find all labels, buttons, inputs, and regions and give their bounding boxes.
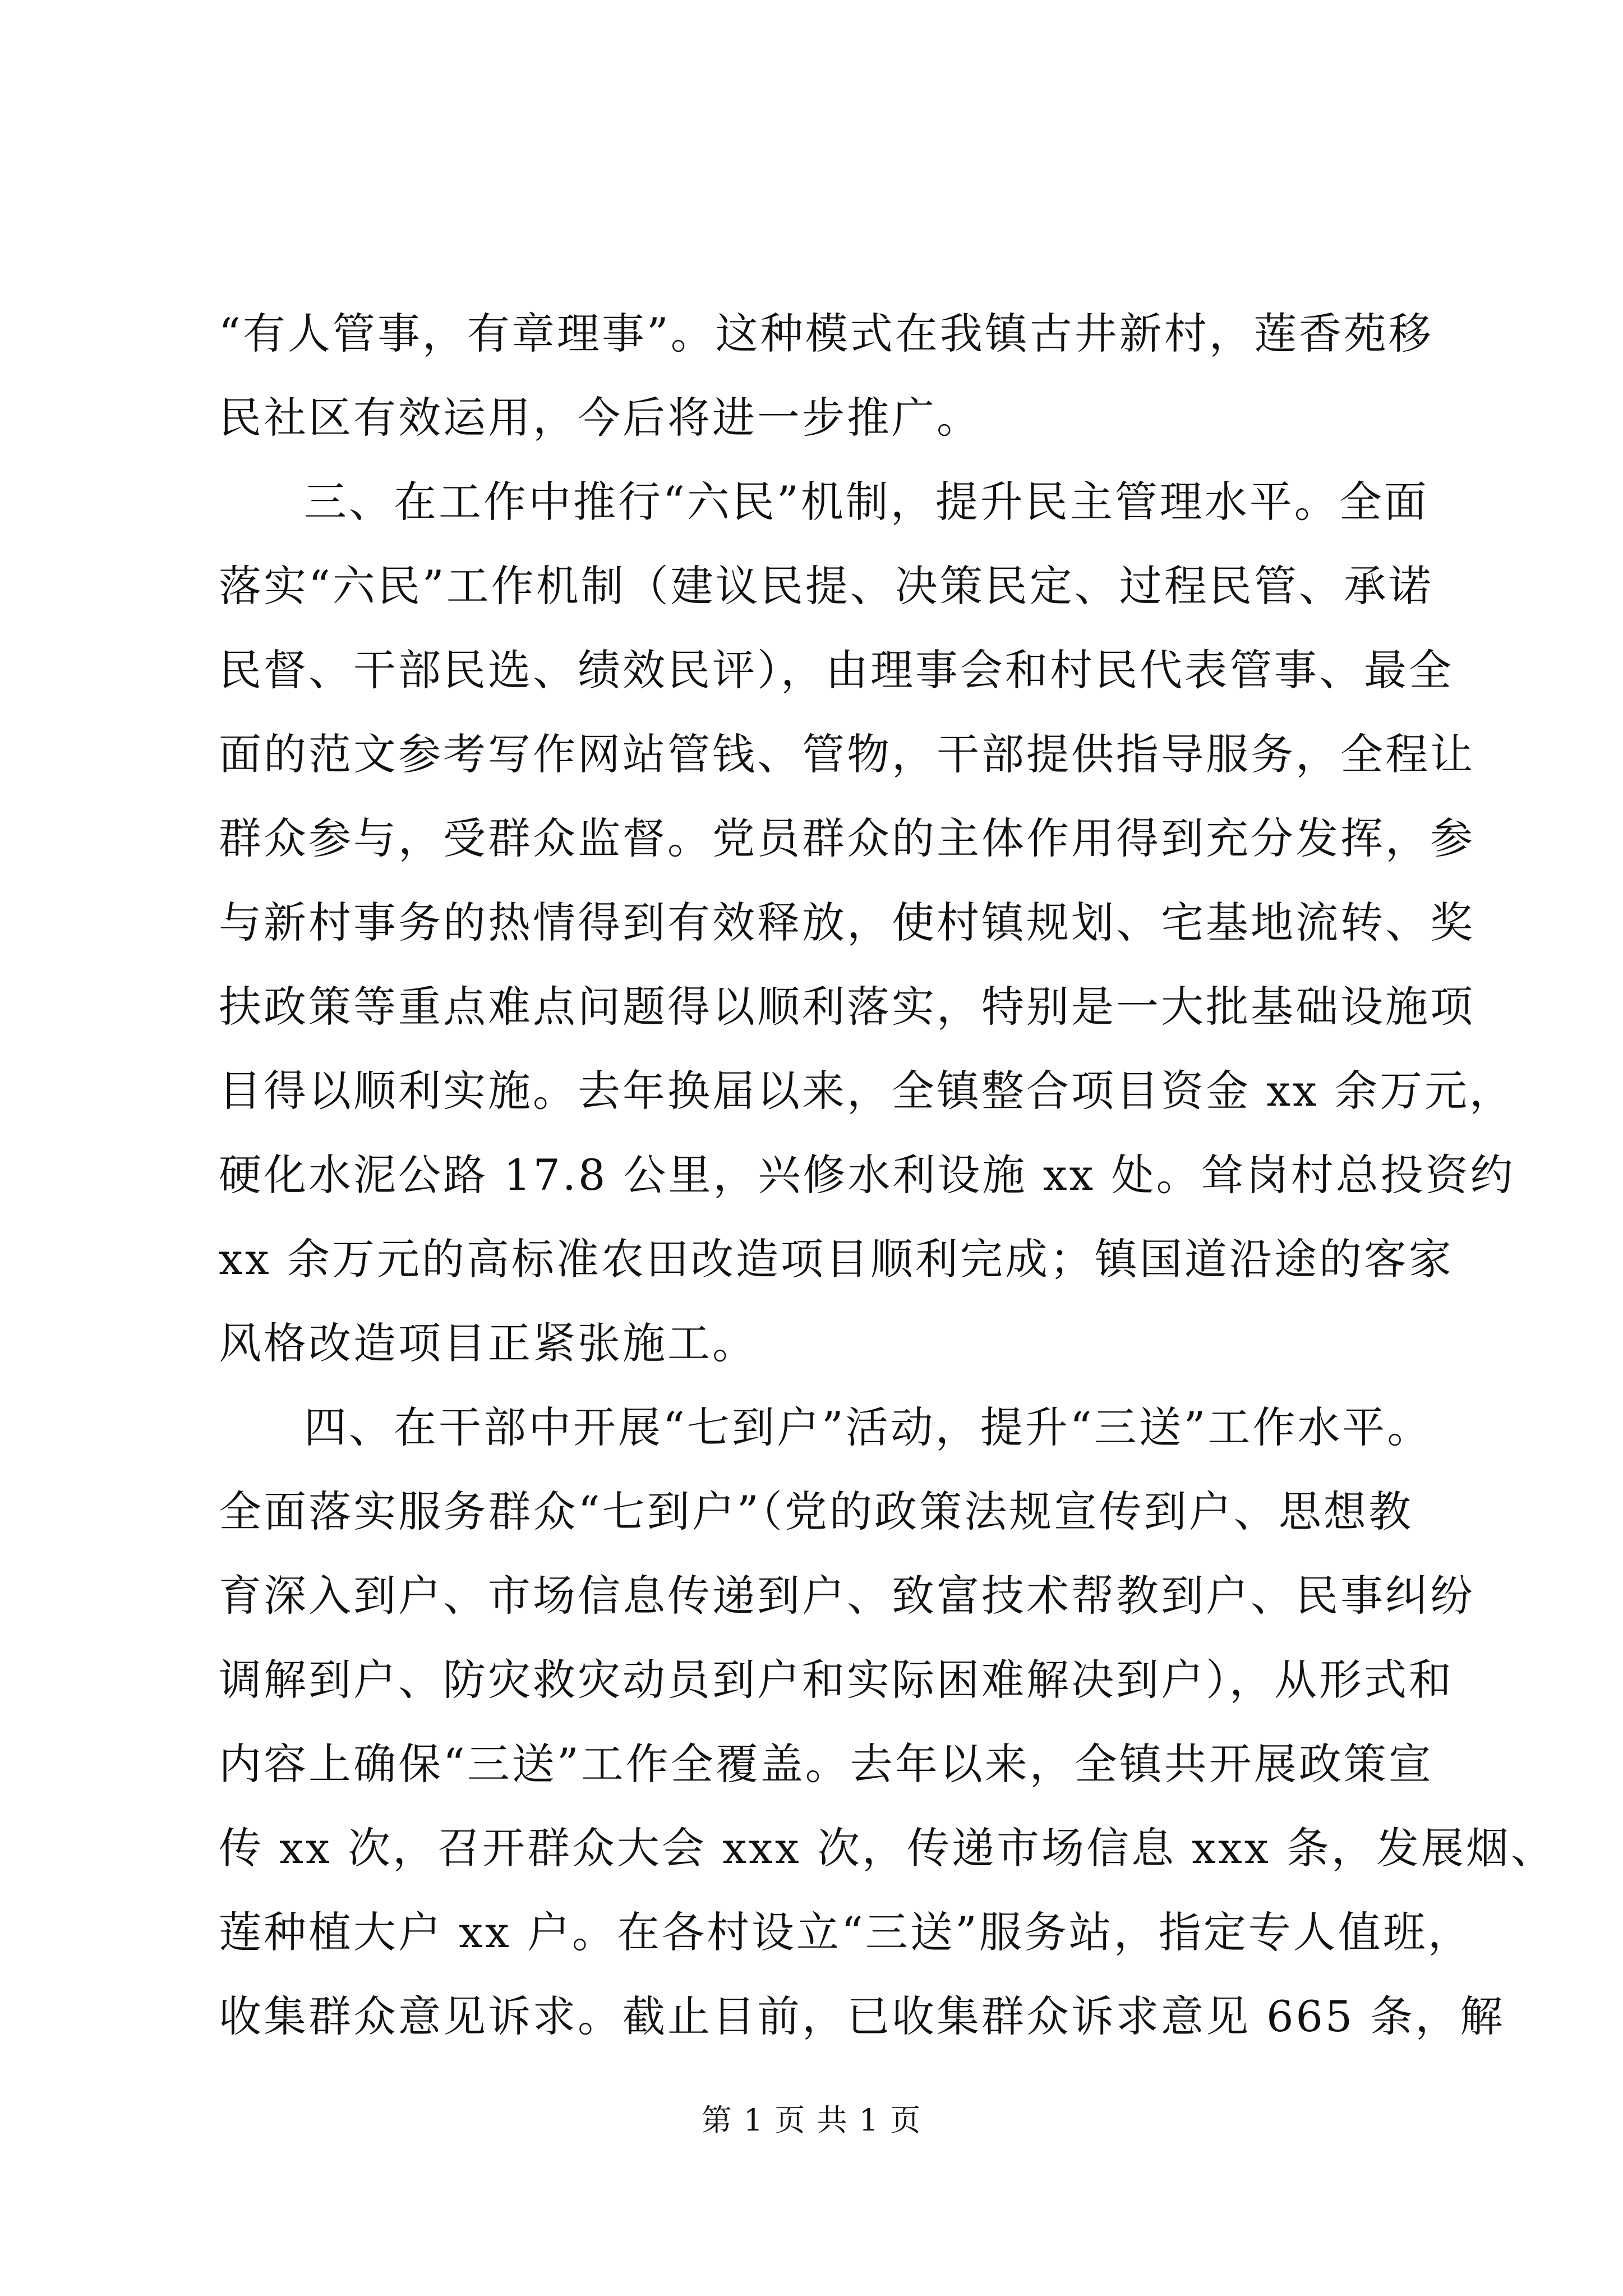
text-line: 民督、干部民选、绩效民评），由理事会和村民代表管事、最全 bbox=[219, 645, 1454, 695]
text-line: 风格改造项目正紧张施工。 bbox=[219, 1318, 757, 1368]
text-line: 全面落实服务群众“七到户”（党的政策法规宣传到户、思想教 bbox=[219, 1487, 1413, 1536]
page-number-footer: 第 1 页 共 1 页 bbox=[701, 2102, 922, 2138]
text-line: 目得以顺利实施。去年换届以来，全镇整合项目资金 xx 余万元， bbox=[219, 1066, 1515, 1116]
text-line: 调解到户、防灾救灾动员到户和实际困难解决到户），从形式和 bbox=[219, 1655, 1454, 1705]
text-line: 面的范文参考写作网站管钱、管物，干部提供指导服务，全程让 bbox=[219, 729, 1475, 779]
text-line: 传 xx 次，召开群众大会 xxx 次，传递市场信息 xxx 条，发展烟、 bbox=[219, 1823, 1556, 1873]
text-line: 内容上确保“三送”工作全覆盖。去年以来，全镇共开展政策宣 bbox=[219, 1739, 1433, 1789]
text-line: 莲种植大户 xx 户。在各村设立“三送”服务站，指定专人值班， bbox=[219, 1907, 1473, 1957]
text-line: 与新村事务的热情得到有效释放，使村镇规划、宅基地流转、奖 bbox=[219, 898, 1475, 947]
text-line: 民社区有效运用，今后将进一步推广。 bbox=[219, 393, 981, 443]
text-line: 收集群众意见诉求。截止目前，已收集群众诉求意见 665 条，解 bbox=[219, 1991, 1505, 2041]
text-line: 落实“六民”工作机制（建议民提、决策民定、过程民管、承诺 bbox=[219, 561, 1433, 611]
paragraph-heading-line: 三、在工作中推行“六民”机制，提升民主管理水平。全面 bbox=[304, 477, 1429, 527]
text-line: 育深入到户、市场信息传递到户、致富技术帮教到户、民事纠纷 bbox=[219, 1571, 1475, 1621]
body-text bbox=[219, 292, 1556, 2059]
text-line: “有人管事，有章理事”。这种模式在我镇古井新村，莲香苑移 bbox=[219, 309, 1433, 358]
text-line: 群众参与，受群众监督。党员群众的主体作用得到充分发挥，参 bbox=[219, 813, 1475, 863]
text-line: 扶政策等重点难点问题得以顺利落实，特别是一大批基础设施项 bbox=[219, 982, 1475, 1032]
text-line: 硬化水泥公路 17.8 公里，兴修水利设施 xx 处。耸岗村总投资约 bbox=[219, 1150, 1515, 1200]
paragraph-heading-line: 四、在干部中开展“七到户”活动，提升“三送”工作水平。 bbox=[304, 1402, 1432, 1452]
text-line: xx 余万元的高标准农田改造项目顺利完成；镇国道沿途的客家 bbox=[219, 1234, 1454, 1284]
